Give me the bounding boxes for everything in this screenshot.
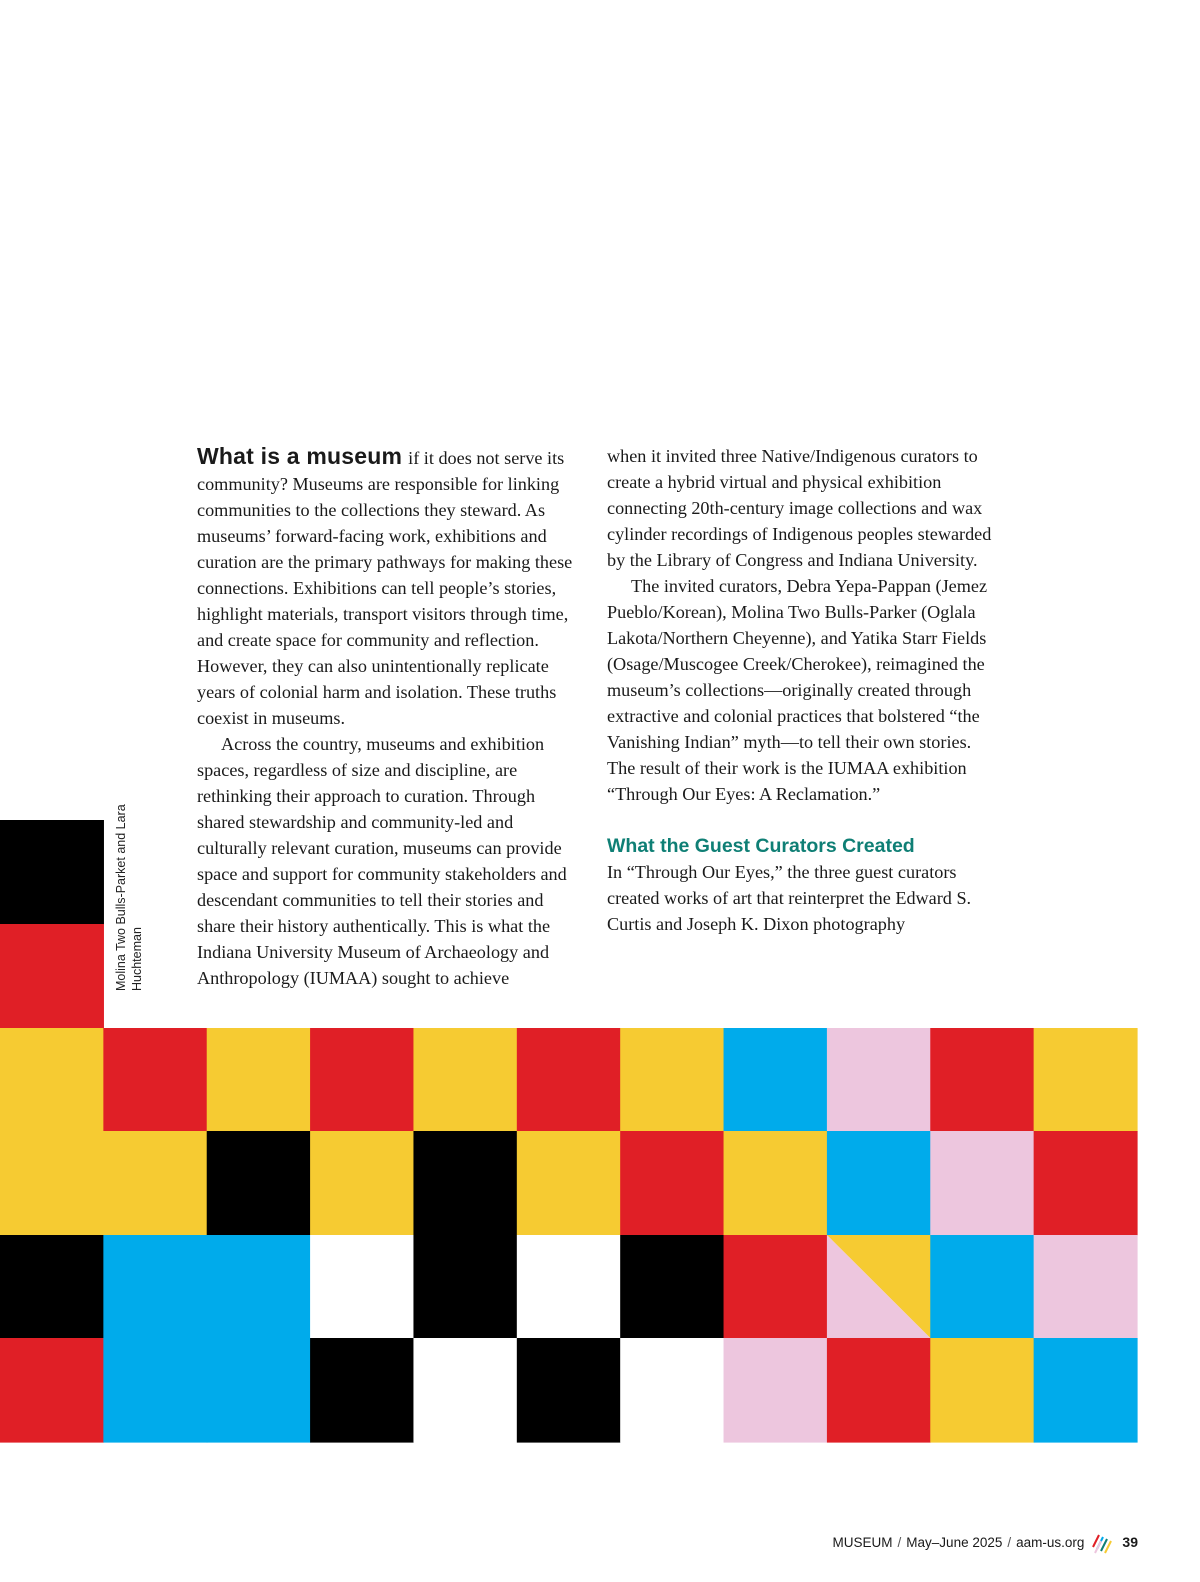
footer-separator: /	[1007, 1534, 1012, 1550]
mosaic-block	[0, 820, 104, 925]
mosaic-block	[1034, 1338, 1138, 1443]
mosaic-block	[517, 1028, 621, 1132]
section-subhead: What the Guest Curators Created	[607, 835, 915, 857]
mosaic-block	[310, 1028, 414, 1132]
mosaic-block	[724, 1338, 828, 1443]
mosaic-block	[207, 1028, 311, 1132]
mosaic-block	[103, 1338, 207, 1443]
paragraph-4: The invited curators, Debra Yepa-Pappan (Jemez Pueblo/Korean), Molina Two Bulls-Parker (Oglala Lakota/Northern Cheyenne), and Yatika Starr Fields (Osage/Muscogee Creek/Cherokee), reimagined the museum’s collections—originally created through extractive and colonial practices that bolstered “the Vanishing Indian” myth—to tell their own stories. The result of their work is the IUMAA exhibition “Through Our Eyes: A Reclamation.”	[607, 576, 988, 804]
mosaic-block	[930, 1028, 1034, 1132]
mosaic-block	[517, 1338, 621, 1443]
mosaic-block	[1034, 1235, 1138, 1339]
mosaic-block	[103, 1028, 207, 1132]
mosaic-block	[930, 1131, 1034, 1236]
issue-date: May–June 2025	[906, 1534, 1003, 1550]
magazine-name: MUSEUM	[832, 1534, 893, 1550]
photo-credit: Molina Two Bulls-Parket and Lara Huchteman	[114, 804, 144, 991]
mosaic-block	[0, 1028, 104, 1132]
mosaic-block	[620, 1028, 724, 1132]
mosaic-block	[413, 1131, 517, 1236]
paragraph-5: In “Through Our Eyes,” the three guest curators created works of art that reinterpret the Edward S. Curtis and Joseph K. Dixon photography	[607, 862, 972, 934]
page-number: 39	[1122, 1534, 1138, 1550]
mosaic-block	[207, 1338, 311, 1443]
mosaic-block	[207, 1235, 311, 1339]
mosaic-block	[0, 1235, 104, 1339]
paragraph-1-text: if it does not serve its community? Museums are responsible for linking communities to the collections they steward. As museums’ forward-facing work, exhibitions and curation are the primary pathways for making these connections. Exhibitions can tell people’s stories, highlight materials, transport visitors through time, and create space for community and reflection. However, they can also unintentionally replicate years of colonial harm and isolation. These truths coexist in museums.	[197, 448, 573, 728]
aam-stripes-logo-icon	[1090, 1529, 1114, 1555]
mosaic-block	[620, 1235, 724, 1339]
color-block-mosaic	[0, 820, 1140, 1445]
mosaic-block	[827, 1131, 931, 1236]
mosaic-block	[724, 1028, 828, 1132]
paragraph-1	[197, 443, 579, 731]
mosaic-block	[620, 1338, 724, 1443]
mosaic-block	[310, 1338, 414, 1443]
paragraph-3: when it invited three Native/Indigenous curators to create a hybrid virtual and physical exhibition connecting 20th-century image collections and wax cylinder recordings of Indigenous peoples stewarded by the Library of Congress and Indiana University.	[607, 446, 992, 570]
mosaic-block	[1034, 1131, 1138, 1236]
mosaic-block	[310, 1131, 414, 1236]
mosaic-block	[0, 1338, 104, 1443]
lead-in: What is a museum	[197, 443, 403, 469]
mosaic-block	[724, 1235, 828, 1339]
mosaic-block	[0, 924, 104, 1029]
mosaic-block	[0, 1131, 104, 1236]
mosaic-block	[103, 1131, 207, 1236]
mosaic-block	[413, 1028, 517, 1132]
mosaic-block	[517, 1235, 621, 1339]
mosaic-block	[413, 1235, 517, 1339]
paragraph-2: Across the country, museums and exhibition spaces, regardless of size and discipline, are rethinking their approach to curation. Through shared stewardship and community-led and culturally relevant curation, museums can provide space and support for community stakeholders and descendant communities to tell their stories and share their history authentically. This is what the Indiana University Museum of Archaeology and Anthropology (IUMAA) sought to achieve	[197, 734, 567, 988]
mosaic-block	[1034, 1028, 1138, 1132]
mosaic-block	[827, 1028, 931, 1132]
mosaic-block	[310, 1235, 414, 1339]
mosaic-block	[103, 1235, 207, 1339]
mosaic-block	[620, 1131, 724, 1236]
mosaic-block	[207, 1131, 311, 1236]
page-footer	[833, 1529, 1138, 1555]
mosaic-block	[413, 1338, 517, 1443]
footer-separator: /	[897, 1534, 902, 1550]
mosaic-block	[930, 1338, 1034, 1443]
mosaic-block	[930, 1235, 1034, 1339]
mosaic-block	[827, 1338, 931, 1443]
mosaic-block	[724, 1131, 828, 1236]
mosaic-block	[517, 1131, 621, 1236]
website: aam-us.org	[1016, 1534, 1085, 1550]
